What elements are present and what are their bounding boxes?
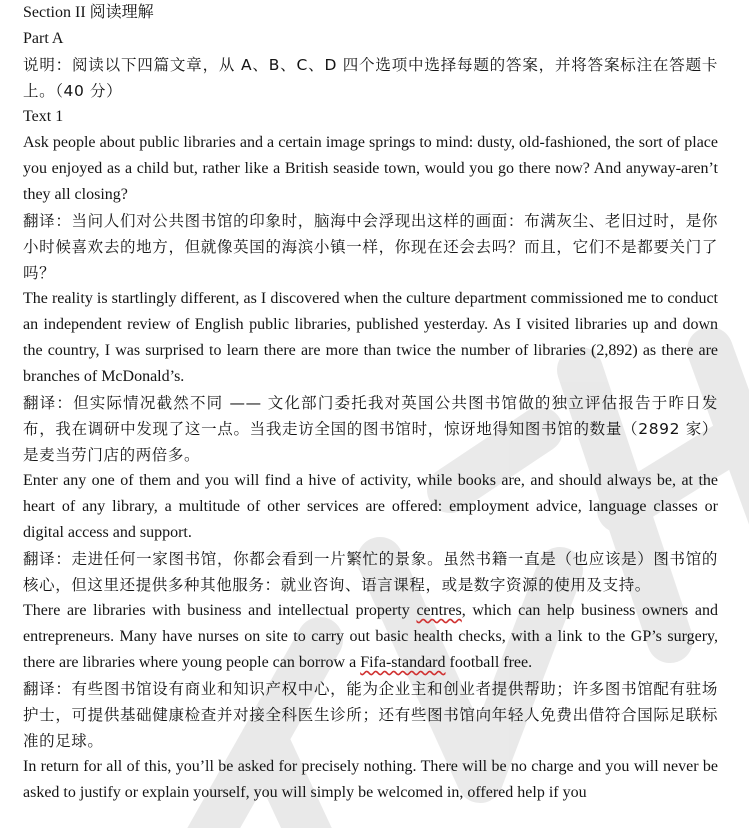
- spelling-underlined-word: Fifa-standard: [360, 654, 446, 671]
- section-heading: Section II 阅读理解: [23, 4, 154, 21]
- paragraph-4-english: [23, 598, 718, 676]
- paragraph-4-text: football free.: [445, 654, 533, 671]
- paragraph-4-text: There are libraries with business and intellectual property: [23, 602, 417, 619]
- paragraph-1-translation: 翻译：当问人们对公共图书馆的印象时，脑海中会浮现出这样的画面：布满灰尘、老旧过时，是你小时候喜欢去的地方，但就像英国的海滨小镇一样，你现在还会去吗？而且，它们不是都要关门了吗？: [23, 212, 718, 282]
- paragraph-4-translation: 翻译：有些图书馆设有商业和知识产权中心，能为企业主和创业者提供帮助；许多图书馆配有驻场护士，可提供基础健康检查并对接全科医生诊所；还有些图书馆向年轻人免费出借符合国际足联标准的足球。: [23, 680, 718, 750]
- part-heading: Part A: [23, 30, 64, 47]
- text-heading: Text 1: [23, 108, 64, 125]
- paragraph-2-translation: 翻译：但实际情况截然不同 —— 文化部门委托我对英国公共图书馆做的独立评估报告于昨日发布，我在调研中发现了这一点。当我走访全国的图书馆时，惊讶地得知图书馆的数量（2892 家）是麦当劳门店的两倍多。: [23, 394, 718, 464]
- paragraph-5-english: In return for all of this, you’ll be asked for precisely nothing. There will be no charge and you will never be asked to justify or explain yourself, you will simply be welcomed in, offered help if you: [23, 758, 718, 801]
- paragraph-1-english: Ask people about public libraries and a certain image springs to mind: dusty, old-fashioned, the sort of place you enjoyed as a child but, rather like a British seaside town, would you go there now? And anyway-aren’t they all closing?: [23, 134, 718, 203]
- paragraph-4-text: , which can help business owners and entrepreneurs. Many have nurses on site to carry out basic health checks, with a link to the GP’s surgery, there are libraries where young people can borrow a: [23, 602, 719, 671]
- paragraph-2-english: The reality is startlingly different, as I discovered when the culture department commissioned me to conduct an independent review of English public libraries, published yesterday. As I visited libraries up and down the country, I was surprised to learn there are more than twice the number of libraries (2,892) as there are branches of McDonald’s.: [23, 290, 718, 385]
- paragraph-3-english: Enter any one of them and you will find a hive of activity, while books are, and should always be, at the heart of any library, a multitude of other services are offered: employment advice, language classes or digital access and support.: [23, 472, 718, 541]
- article-content: [23, 0, 718, 806]
- spelling-underlined-word: centres: [416, 602, 462, 619]
- paragraph-3-translation: 翻译：走进任何一家图书馆，你都会看到一片繁忙的景象。虽然书籍一直是（也应该是）图书馆的核心，但这里还提供多种其他服务：就业咨询、语言课程，或是数字资源的使用及支持。: [23, 550, 718, 594]
- instructions: 说明：阅读以下四篇文章，从 A、B、C、D 四个选项中选择每题的答案，并将答案标注在答题卡上。（40 分）: [23, 56, 718, 100]
